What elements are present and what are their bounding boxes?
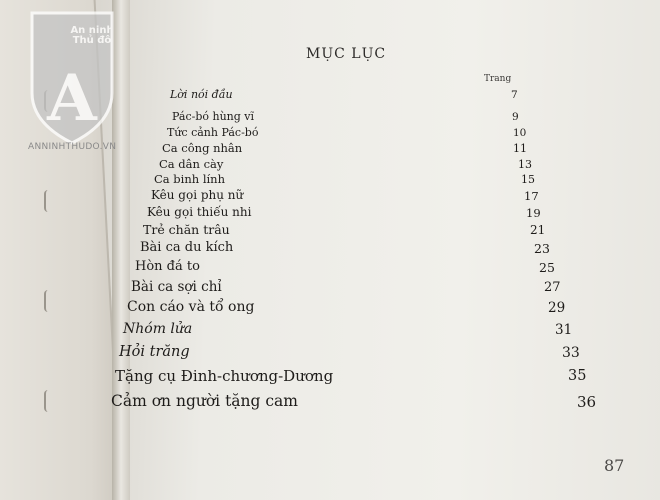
toc-entry-page: 13 [518, 158, 532, 171]
toc-entry-page: 36 [577, 393, 597, 411]
toc-entry-title: Cảm ơn người tặng cam [111, 392, 298, 410]
toc-entry-title: Lời nói đầu [170, 88, 233, 101]
toc-entry-title: Ca công nhân [162, 141, 243, 155]
toc-entry-title: Kêu gọi phụ nữ [151, 188, 244, 202]
toc-entry-page: 35 [568, 368, 587, 384]
toc-entry-page: 19 [526, 206, 541, 220]
watermark-url: ANNINHTHUDO.VN [28, 142, 117, 152]
toc-entry-title: Con cáo và tổ ong [127, 299, 255, 315]
toc-entry-title: Tức cảnh Pác-bó [167, 126, 259, 139]
toc-entry-page: 27 [544, 280, 561, 295]
toc-entry-title: Nhóm lửa [123, 321, 193, 337]
toc-entry-page: 17 [524, 189, 539, 203]
toc-entry-page: 23 [534, 241, 550, 256]
toc-entry-title: Ca binh lính [154, 172, 225, 186]
toc-entry-page: 31 [555, 322, 573, 338]
watermark-letter: A [47, 61, 97, 136]
toc-entry-page: 9 [512, 111, 519, 123]
toc-entry-page: 15 [521, 173, 535, 186]
toc-entry-title: Ca dân cày [159, 157, 224, 171]
page-number: 87 [604, 456, 625, 475]
toc-entry-title: Pác-bó hùng vĩ [172, 110, 255, 123]
toc-entry-page: 11 [513, 142, 527, 155]
toc-entry-page: 29 [548, 300, 566, 316]
toc-entry-page: 10 [513, 127, 527, 139]
toc-entry-title: Hỏi trăng [119, 344, 190, 360]
toc-entry-title: Trẻ chăn trâu [143, 222, 230, 237]
watermark-brand: An ninh Thủ đô [70, 25, 114, 46]
toc-entry-title: Tặng cụ Đinh-chương-Dương [115, 367, 334, 385]
toc-page-header: Trang [484, 74, 512, 84]
toc-entry-page: 21 [530, 223, 546, 237]
toc-entry-page: 33 [562, 345, 580, 361]
toc-entry-title: Kêu gọi thiếu nhi [147, 205, 252, 219]
toc-entry-title: Bài ca du kích [140, 240, 234, 255]
toc-entry-title: Bài ca sợi chỉ [131, 279, 222, 295]
toc-entry-title: Hòn đá to [135, 259, 200, 274]
toc-entry-page: 25 [539, 260, 555, 275]
toc-title: MỤC LỤC [306, 46, 387, 62]
toc-entry-page: 7 [511, 89, 518, 101]
